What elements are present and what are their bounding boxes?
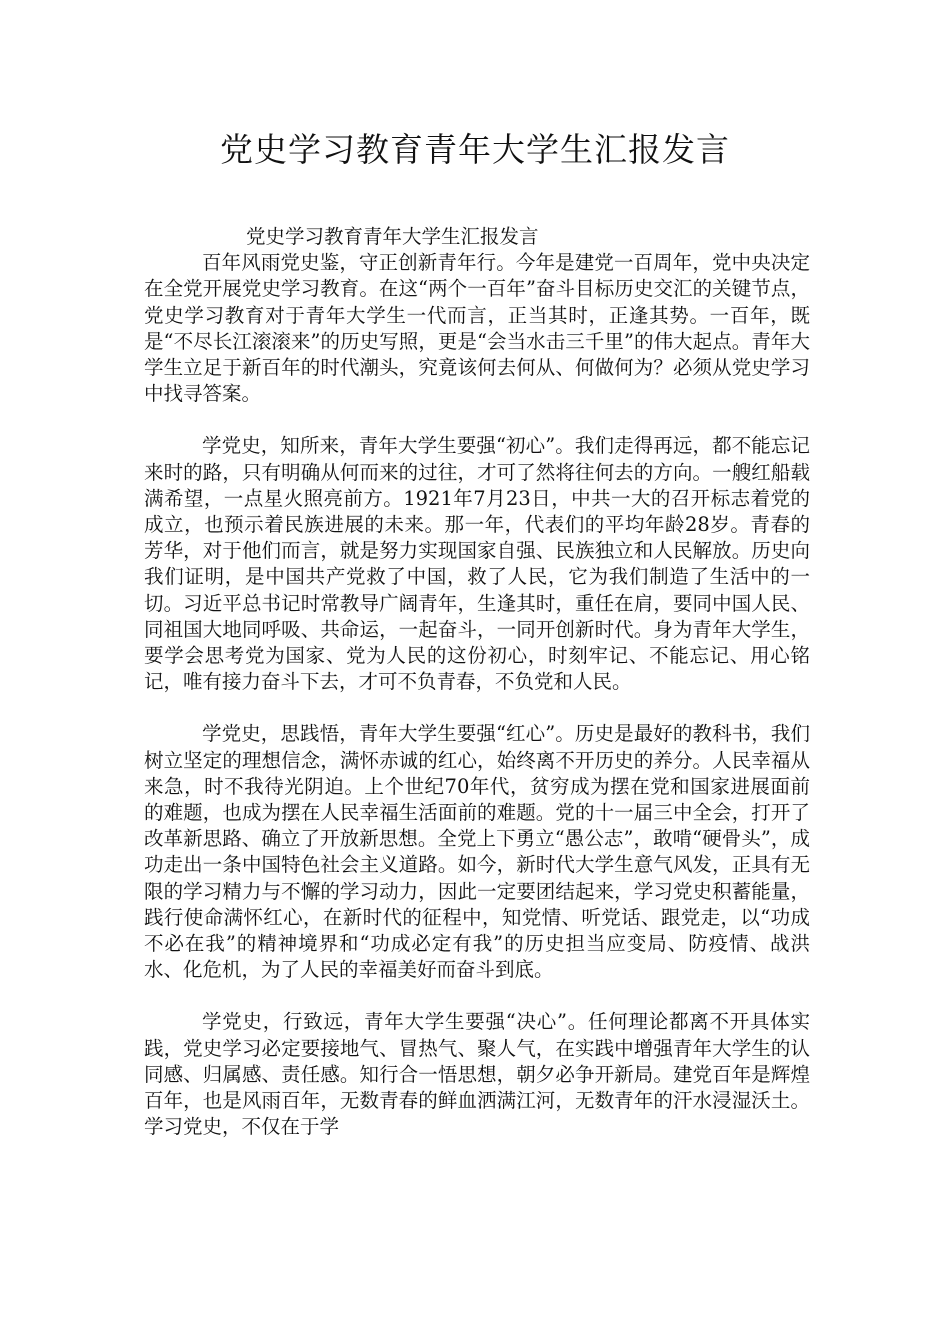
document-title: 党史学习教育青年大学生汇报发言: [220, 130, 730, 169]
paragraph: 学党史，思践悟，青年大学生要强“红心”。历史是最好的教科书，我们树立坚定的理想信念，满怀赤诚的红心，始终离不开历史的养分。人民幸福从来急，时不我待光阴迫。上个世纪70年代，贫穷成为摆在党和国家进展面前的难题，也成为摆在人民幸福生活面前的难题。党的十一届三中全会，打开了改革新思路、确立了开放新思想。全党上下勇立“愚公志”，敢啃“硬骨头”，成功走出一条中国特色社会主义道路。如今，新时代大学生意气风发，正具有无限的学习精力与不懈的学习动力，因此一定要团结起来，学习党史积蓄能量，践行使命满怀红心，在新时代的征程中，知党情、听党话、跟党走，以“功成不必在我”的精神境界和“功成必定有我”的历史担当应变局、防疫情、战洪水、化危机，为了人民的幸福美好而奋斗到底。: [144, 722, 810, 982]
document-subtitle: 党史学习教育青年大学生汇报发言: [246, 225, 539, 248]
paragraph: 学党史，知所来，青年大学生要强“初心”。我们走得再远，都不能忘记来时的路，只有明确从何而来的过往，才可了然将往何去的方向。一艘红船载满希望，一点星火照亮前方。1921年7月23日，中共一大的召开标志着党的成立，也预示着民族进展的未来。那一年，代表们的平均年龄28岁。青春的芳华，对于他们而言，就是努力实现国家自强、民族独立和人民解放。历史向我们证明，是中国共产党救了中国，救了人民，它为我们制造了生活中的一切。习近平总书记时常教导广阔青年，生逢其时，重任在肩，要同中国人民、同祖国大地同呼吸、共命运，一起奋斗，一同开创新时代。身为青年大学生，要学会思考党为国家、党为人民的这份初心，时刻牢记、不能忘记、用心铭记，唯有接力奋斗下去，才可不负青春，不负党和人民。: [144, 434, 810, 694]
document-body: [144, 224, 810, 1167]
paragraph: 百年风雨党史鉴，守正创新青年行。今年是建党一百周年，党中央决定在全党开展党史学习教育。在这“两个一百年”奋斗目标历史交汇的关键节点，党史学习教育对于青年大学生一代而言，正当其时，正逢其势。一百年，既是“不尽长江滚滚来”的历史写照，更是“会当水击三千里”的伟大起点。青年大学生立足于新百年的时代潮头，究竟该何去何从、何做何为？必须从党史学习中找寻答案。: [144, 251, 810, 406]
paragraph: 学党史，行致远，青年大学生要强“决心”。任何理论都离不开具体实践，党史学习必定要接地气、冒热气、聚人气，在实践中增强青年大学生的认同感、归属感、责任感。知行合一悟思想，朝夕必争开新局。建党百年是辉煌百年，也是风雨百年，无数青春的鲜血洒满江河，无数青年的汗水浸湿沃土。学习党史，不仅在于学: [144, 1010, 810, 1139]
